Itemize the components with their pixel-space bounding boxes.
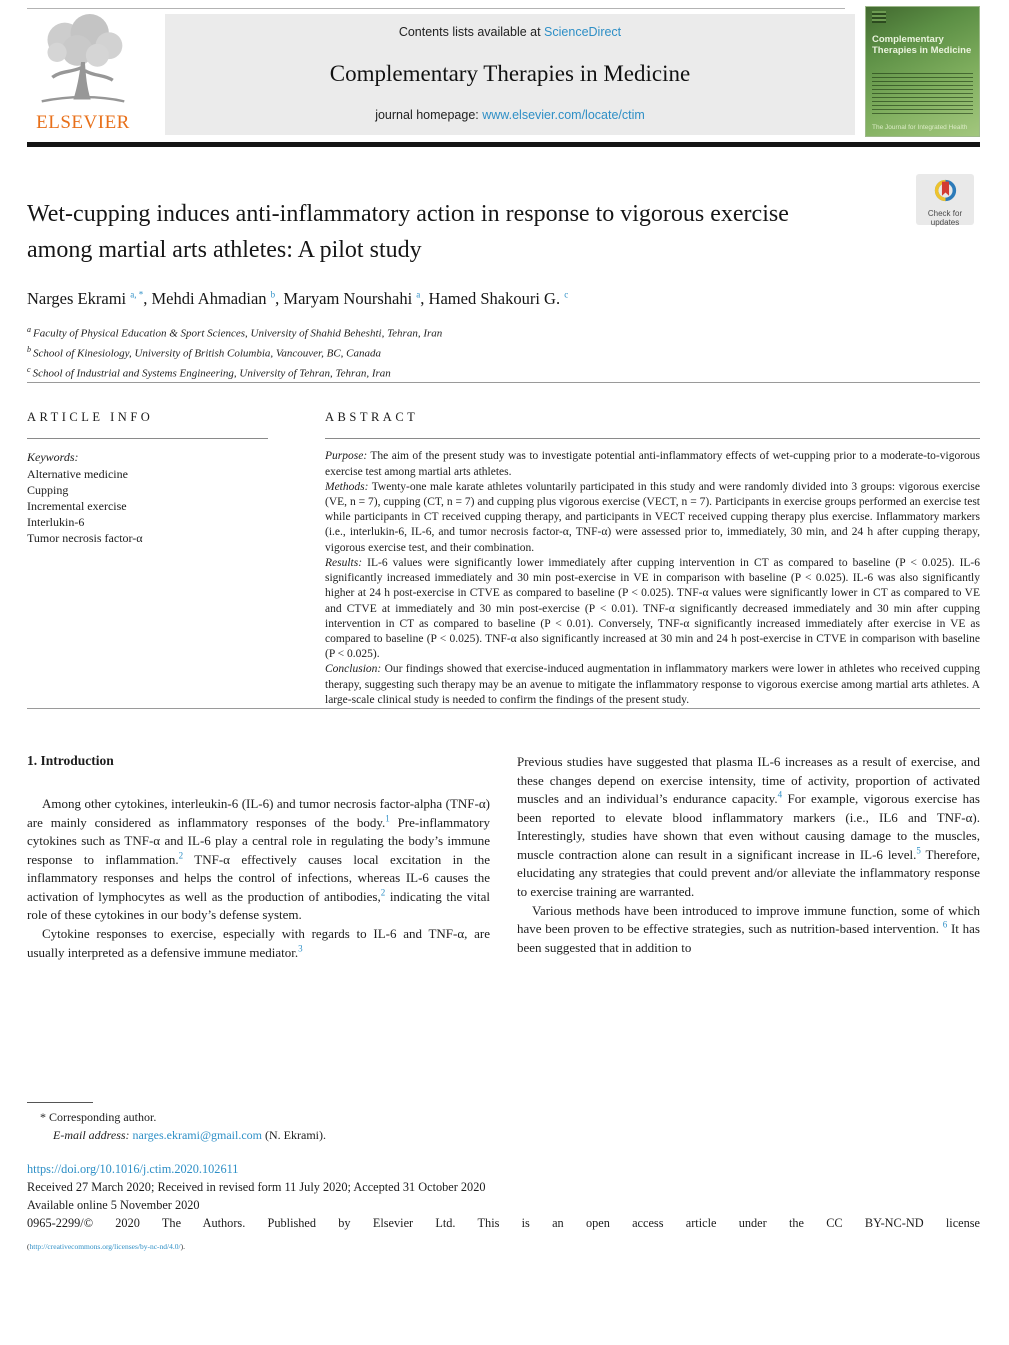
sup-ref[interactable]: a [416,289,421,300]
article-footer [27,1160,980,1256]
elsevier-wordmark: ELSEVIER [36,112,130,133]
sup-ref[interactable]: 5 [916,845,921,856]
abstract-section: Purpose: The aim of the present study was to investigate potential anti-inflammatory effects of wet-cupping prior to a moderate-to-vigorous exercise test among martial arts athletes. [325,450,980,478]
affiliations [27,322,980,382]
license-line: (http://creativecommons.org/licenses/by-nc-nd/4.0/). [27,1242,185,1251]
sup-ref[interactable]: b [270,289,276,300]
elsevier-logo [27,14,139,134]
article-title: Wet-cupping induces anti-inflammatory action in response to vigorous exercise among martial arts athletes: A pilot study [27,201,789,263]
abstract-heading: ABSTRACT [325,410,419,425]
keywords-block [27,449,268,546]
top-divider [27,8,845,9]
corresponding-author-line: * Corresponding author. [40,1110,157,1124]
sup-ref[interactable]: 4 [777,789,783,800]
keywords-label: Keywords: [27,450,79,465]
crossmark-icon [933,190,958,207]
info-abstract-section [27,410,980,707]
introduction-section [27,753,980,962]
copyright-line: 0965-2299/© 2020 The Authors. Published by Elsevier Ltd. This is an open access article under the CC BY-NC-ND license [27,1216,980,1230]
body-paragraph: Various methods have been introduced to improve immune function, some of which have been proven to be effective strategies, such as nutrition-based intervention. $^6$ It has been suggested that in addition to [517,902,980,955]
abstract-section: Results: IL-6 values were significantly lower immediately after cupping intervention in CT as compared to baseline (P < 0.025). IL-6 significantly increased immediately and 30 min post-exercise in VE in comparison with baseline (P < 0.025). IL-6 was also significantly higher at 24 h post-exercise in CTVE as compared to baseline (P < 0.025). TNF-α values were significantly lower in CT as compared to VE and CTVE at immediately and 30 min post-exercise (P < 0.01). TNF-α significantly decreased immediately and 30 min after cupping intervention in CT as compared to baseline (P < 0.01). Conversely, TNF-α significantly increased immediately after exercise in VE as compared to baseline (P < 0.025). TNF-α also significantly increased at 30 min and 24 h post-exercise in CTVE in comparison with baseline (P < 0.025). [325,556,980,661]
homepage-line [375,108,645,122]
journal-title: Complementary Therapies in Medicine [329,60,691,86]
received-dates-line: Received 27 March 2020; Received in revised form 11 July 2020; Accepted 31 October 2020 [27,1180,486,1194]
cover-title: Complementary Therapies in Medicine [872,34,972,56]
sup-ref[interactable]: 2 [380,887,386,898]
left-column [27,753,490,962]
corresponding-author-footnote [27,1102,527,1143]
abstract-section: Conclusion: Our findings showed that exercise-induced augmentation in inflammatory markers were lower in athletes who received cupping therapy, suggesting such therapy may be an avenue to mitigate the inflammatory response to vigorous exercise among martial arts athletes. A large-scale clinical study is needed to confirm the findings of the present study. [325,663,980,706]
inline-link[interactable]: http://creativecommons.org/licenses/by-nc-nd/4.0/ [29,1242,181,1251]
email-line: E-mail address: narges.ekrami@gmail.com (N. Ekrami). [53,1128,326,1142]
abstract-text [325,449,980,707]
keyword-item: Cupping [27,482,69,497]
journal-header [27,14,980,137]
keyword-item: Alternative medicine [27,466,128,481]
cover-article-list-decoration [872,72,973,114]
abstract-rule [325,438,980,439]
sup-ref[interactable]: a, * [130,289,144,300]
author-list: Narges Ekrami $^{a, *}$, Mehdi Ahmadian $^b$, Maryam Nourshahi $^a$, Hamed Shakouri G. $^c$ [27,289,569,308]
footnote-rule [27,1102,93,1103]
abstract-section: Methods: Twenty-one male karate athletes voluntarily participated in this study and were randomly divided into 3 groups: vigorous exercise (VE, n = 7), cupping (CT, n = 7) and cupping plus vigorous exercise (VECT, n = 7). Participants in exercise groups performed an exercise test while participants in CT received cupping therapy, and participants in VECT received cupping therapy plus exercise. Inflammatory markers (i.e., interlukin-6, IL-6, and tumor necrosis factor-α, TNF-α) were assessed prior to, immediately, 30 min, and 24 h after cupping therapy, vigorous exercise test, and their combination. [325,480,980,554]
cover-publisher-mark-icon [872,11,886,23]
keyword-item: Incremental exercise [27,499,127,514]
sup-ref[interactable]: 3 [298,943,303,954]
sciencedirect-link[interactable]: ScienceDirect [544,25,622,39]
cover-tagline: The Journal for Integrated Health [872,124,968,131]
body-paragraph: Cytokine responses to exercise, especially with regards to IL-6 and TNF-α, are usually interpreted as a defensive immune mediator.$^3$ [27,926,490,960]
right-column [517,753,980,962]
contents-prefix: Contents lists available at [398,25,545,39]
contents-line [399,25,621,39]
italic-label: E-mail address: [53,1128,130,1142]
check-for-updates-badge[interactable] [916,174,974,225]
affiliation-item: $^b$ School of Kinesiology, University of British Columbia, Vancouver, BC, Canada [27,345,382,360]
sup-ref[interactable]: c [564,289,569,300]
homepage-prefix: journal homepage: [375,108,483,122]
section-divider [27,382,980,383]
sup-ref[interactable]: 2 [178,850,184,861]
sup-ref[interactable]: 6 [942,919,948,930]
section-divider [27,708,980,709]
badge-label: Check for updates [927,209,963,227]
article-info-rule [27,438,268,439]
sup-ref[interactable]: 1 [385,813,390,824]
keyword-item: Interlukin-6 [27,515,85,530]
title-block [27,147,980,268]
abstract-column [325,410,980,707]
elsevier-tree-icon [27,14,139,110]
doi-link[interactable]: https://doi.org/10.1016/j.ctim.2020.102611 [27,1162,239,1176]
body-paragraph: Among other cytokines, interleukin-6 (IL-6) and tumor necrosis factor-alpha (TNF-α) are mainly considered as inflammatory responses of the body.$^1$ Pre-inflammatory cytokines such as TNF-α and IL-6 play a central role in regulating the body’s immune response to inflammation.$^2$ TNF-α effectively causes local excitation in the inflammatory responses and helps the control of infections, whereas IL-6 causes the activation of lymphocytes as well as the production of antibodies,$^2$ indicating the vital role of these cytokines in our body’s defense system. [27,795,491,923]
article-info-column [27,410,268,707]
available-online-line: Available online 5 November 2020 [27,1198,200,1212]
journal-banner [165,14,855,135]
inline-link[interactable]: narges.ekrami@gmail.com [132,1128,263,1142]
journal-cover-thumbnail[interactable] [865,6,980,137]
keyword-item: Tumor necrosis factor-α [27,531,143,546]
affiliation-item: $^c$ School of Industrial and Systems Engineering, University of Tehran, Tehran, Iran [27,365,391,380]
homepage-link[interactable]: www.elsevier.com/locate/ctim [482,108,645,122]
article-info-heading: ARTICLE INFO [27,410,154,425]
body-paragraph: Previous studies have suggested that plasma IL-6 increases as a result of exercise, and these changes depend on exercise intensity, time of activity, proportion of activated muscles and an individual’s endurance capacity.$^4$ For example, vigorous exercise has been reported to elevate blood inflammatory markers (i.e., IL6 and TNF-α). Interestingly, studies have shown that even without causing damage to the muscles, muscle contraction alone can result in a significant increase in IL-6 level.$^5$ Therefore, elucidating any strategies that could prevent and/or alleviate the inflammatory response to exercise training are warranted. [517,753,980,900]
affiliation-item: $^a$ Faculty of Physical Education & Sport Sciences, University of Shahid Beheshti, Tehran, Iran [27,325,443,340]
introduction-heading: 1. Introduction [27,752,114,768]
